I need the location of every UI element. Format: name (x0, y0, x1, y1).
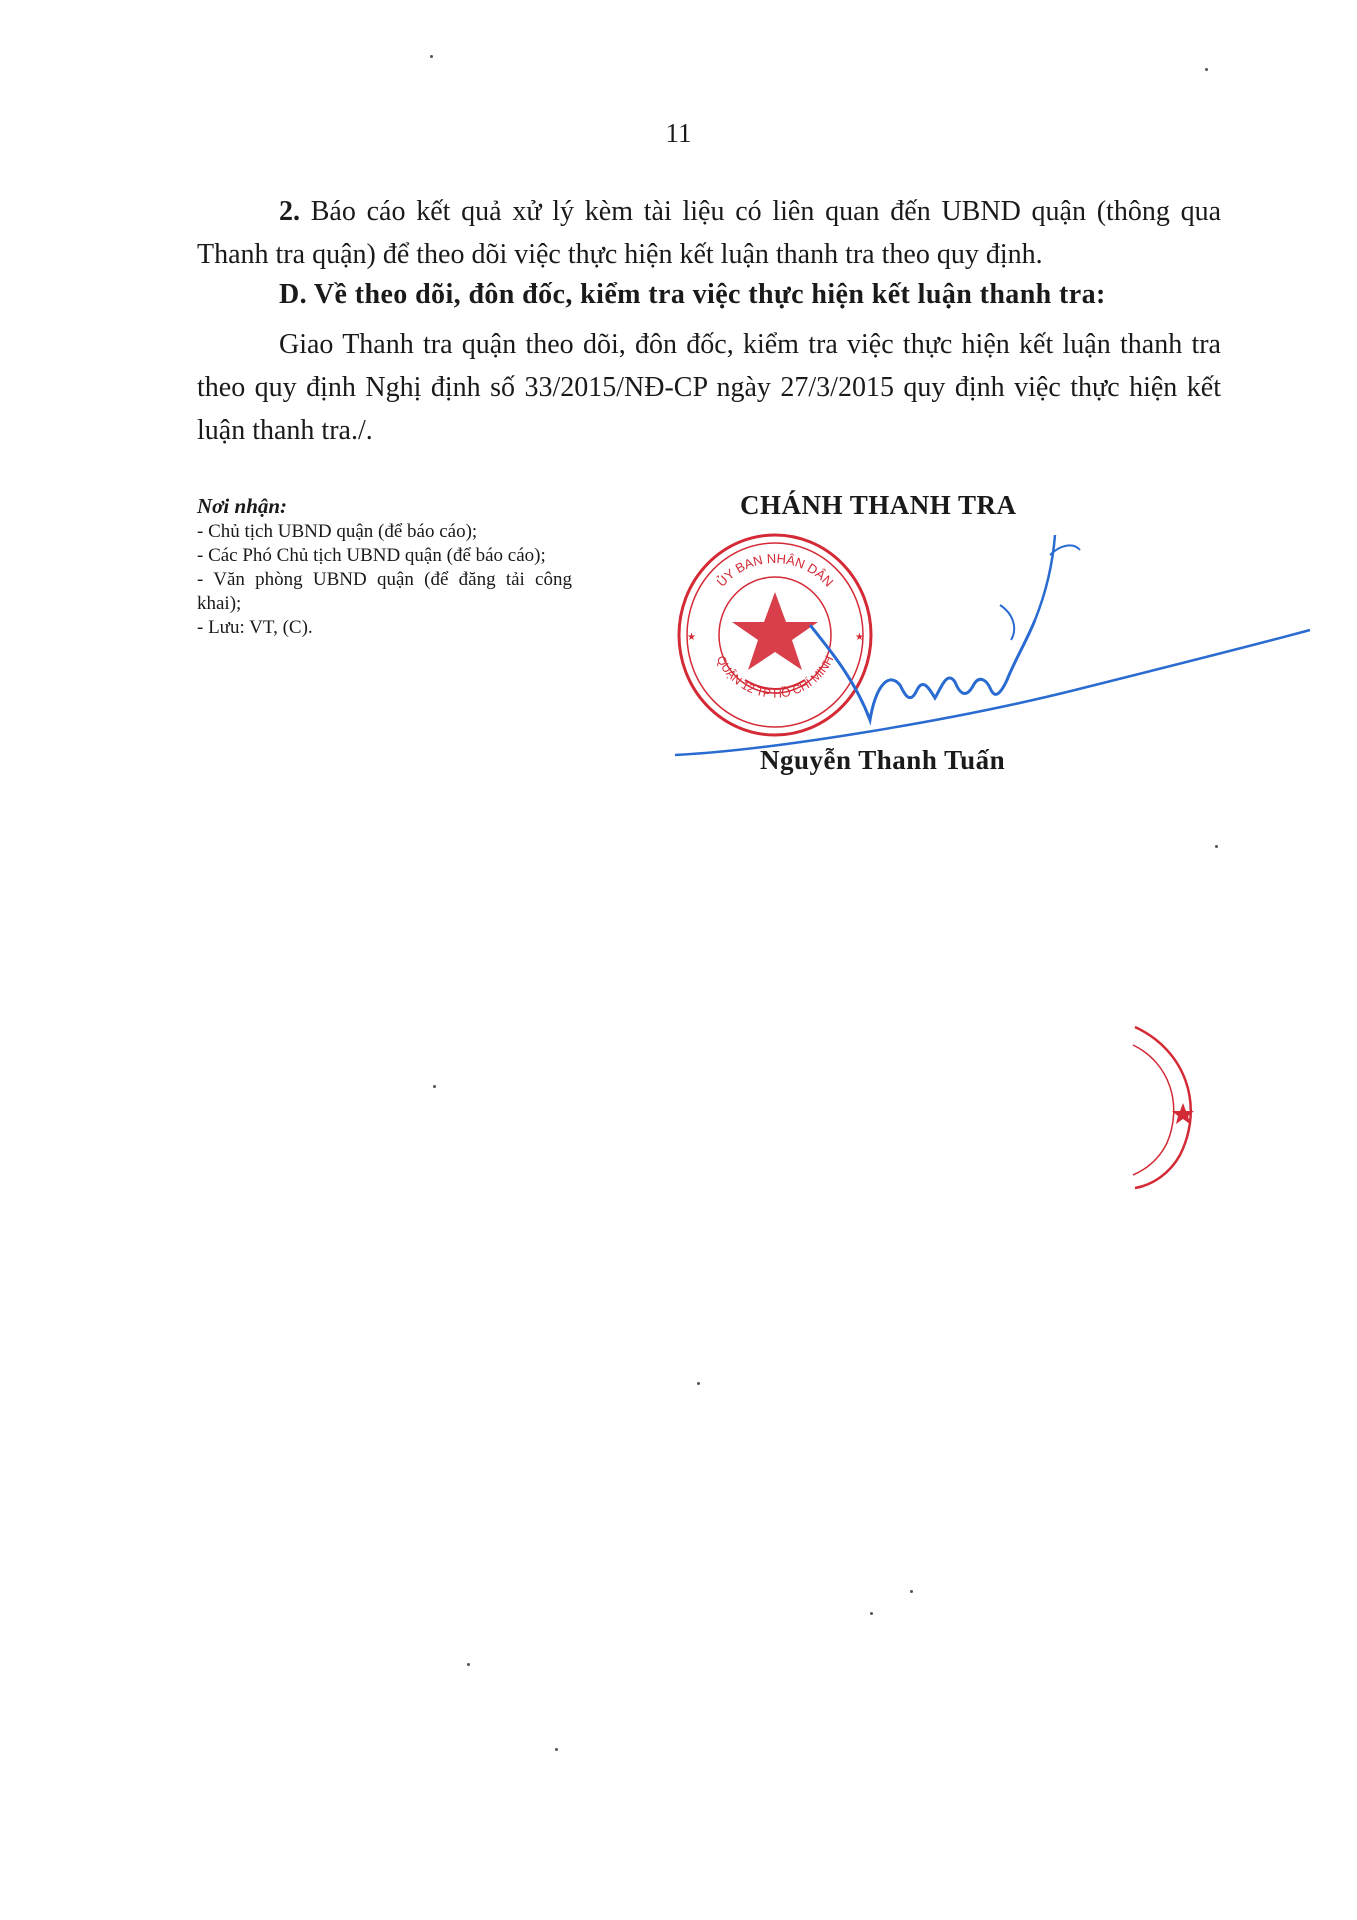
scan-dot (870, 1612, 873, 1615)
scan-dot (430, 55, 433, 58)
item-d-text: Giao Thanh tra quận theo dõi, đôn đốc, kiểm tra việc thực hiện kết luận thanh tra theo quy định Nghị định số 33/2015/NĐ-CP ngày 27/3/2015 quy định việc thực hiện kết luận thanh tra./. (197, 329, 1221, 446)
recipient-item: - Chủ tịch UBND quận (để báo cáo); (197, 521, 478, 542)
scan-dot (1215, 845, 1218, 848)
svg-text:★: ★ (855, 632, 864, 643)
page-number: 11 (665, 118, 692, 148)
section-d-heading: D. Về theo dõi, đôn đốc, kiểm tra việc thực hiện kết luận thanh tra: (279, 279, 1106, 310)
item-2-text: Báo cáo kết quả xử lý kèm tài liệu có liên quan đến UBND quận (thông qua Thanh tra quận) để theo dõi việc thực hiện kết luận thanh tra theo quy định. (197, 196, 1221, 270)
partial-side-seal (1125, 1025, 1205, 1190)
paragraph-item-d (197, 323, 1221, 452)
recipients-block (197, 494, 572, 640)
scan-dot (433, 1085, 436, 1088)
signer-name: Nguyễn Thanh Tuấn (760, 745, 1006, 775)
item-2-number: 2. (279, 196, 300, 227)
signer-title: CHÁNH THANH TRA (740, 490, 1017, 520)
seal-top-text: ỦY BAN NHÂN DÂN (713, 550, 837, 590)
scan-dot (555, 1748, 558, 1751)
seal-bottom-text: QUẬN 12 TP HỒ CHÍ MINH (713, 653, 837, 701)
recipient-item: - Văn phòng UBND quận (để đăng tải công khai); (197, 569, 572, 614)
paragraph-item-2 (197, 190, 1221, 276)
scan-dot (1205, 68, 1208, 71)
recipient-item: - Các Phó Chủ tịch UBND quận (để báo cáo); (197, 545, 546, 566)
svg-text:★: ★ (687, 632, 696, 643)
recipient-item: - Lưu: VT, (C). (197, 617, 313, 638)
scan-dot (910, 1590, 913, 1593)
scan-dot (467, 1663, 470, 1666)
scan-dot (697, 1382, 700, 1385)
recipients-title: Nơi nhận: (197, 494, 288, 518)
handwritten-signature (655, 520, 1315, 770)
